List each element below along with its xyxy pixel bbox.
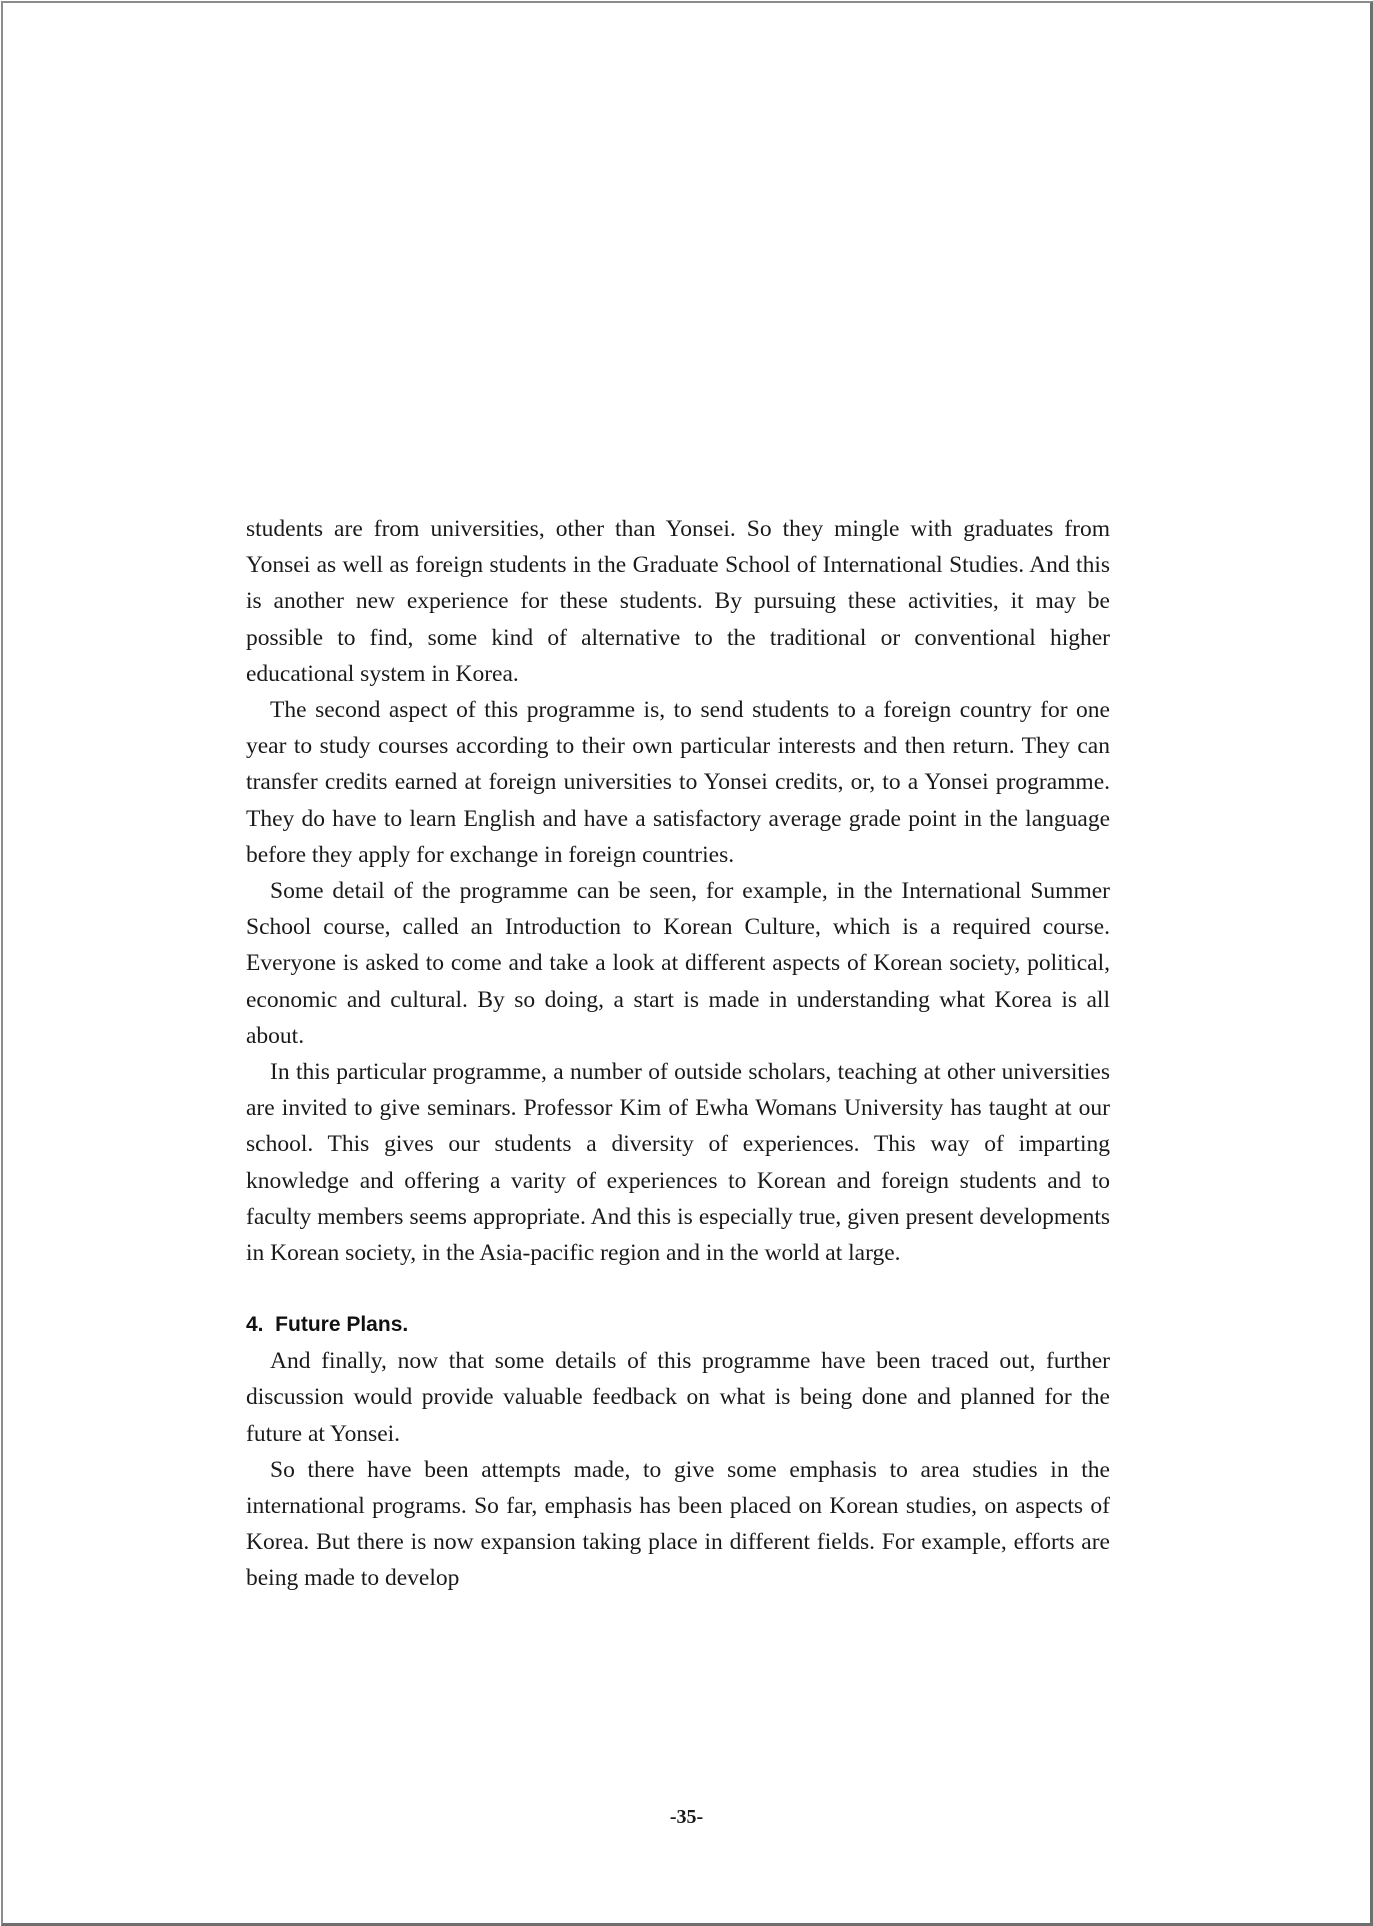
page-number: -35- [669,1806,704,1828]
body-text [246,511,1110,1597]
section-heading-future-plans: 4. Future Plans. [246,1313,409,1337]
paragraph-programme-detail: Some detail of the programme can be seen, for example, in the International Summer School course, called an Introduction to Korean Culture, which is a required course. Everyone is asked to come and take a look at different aspects of Korean society, political, economic and cultural. By so doing, a start is made in understanding what Korea is all about. [246,878,1110,1049]
paragraph-continuation: students are from universities, other than Yonsei. So they mingle with graduates from Yonsei as well as foreign students in the Graduate School of International Studies. And this is another new experience for these students. By pursuing these activities, it may be possible to find, some kind of alternative to the traditional or conventional higher educational system in Korea. [246,516,1110,687]
paragraph-second-aspect: The second aspect of this programme is, to send students to a foreign country for one year to study courses according to their own particular interests and then return. They can transfer credits earned at foreign universities to Yonsei credits, or, to a Yonsei programme. They do have to learn English and have a satisfactory average grade point in the language before they apply for exchange in foreign countries. [246,697,1110,868]
paragraph-finally: And finally, now that some details of this programme have been traced out, further discussion would provide valuable feedback on what is being done and planned for the future at Yonsei. [246,1348,1110,1447]
paragraph-outside-scholars: In this particular programme, a number of outside scholars, teaching at other universities are invited to give seminars. Professor Kim of Ewha Womans University has taught at our school. This gives our students a diversity of experiences. This way of imparting knowledge and offering a varity of experiences to Korean and foreign students and to faculty members seems appropriate. And this is especially true, given present developments in Korean society, in the Asia-pacific region and in the world at large. [246,1059,1110,1267]
paragraph-area-studies: So there have been attempts made, to give some emphasis to area studies in the international programs. So far, emphasis has been placed on Korean studies, on aspects of Korea. But there is now expansion taking place in different fields. For example, efforts are being made to develop [246,1456,1110,1592]
